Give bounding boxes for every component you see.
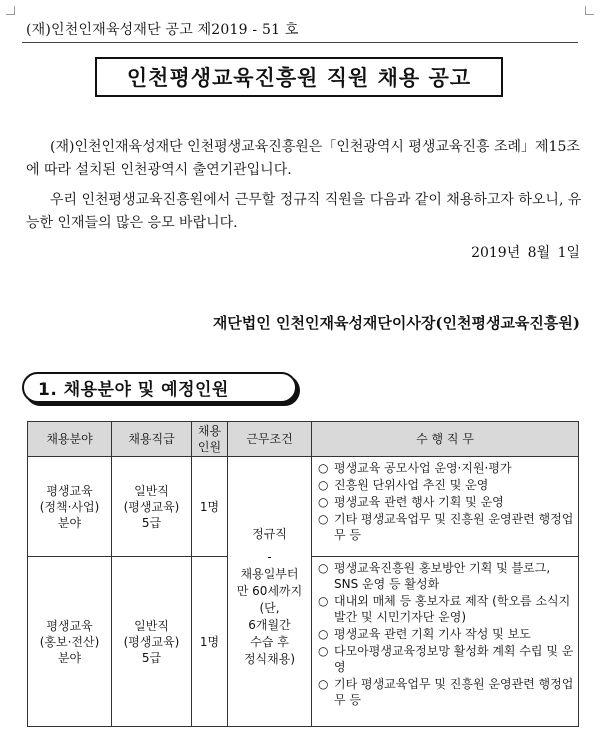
- header-count-line: 채용: [197, 424, 222, 438]
- issuer-name: 재단법인 인천인재육성재단이사장(인천평생교육진흥원): [212, 314, 580, 332]
- duty-item: ○ 평생교육 관련 기획 기사 작성 및 보도: [318, 627, 531, 641]
- conditions-cell: [228, 457, 312, 727]
- field-cell: [28, 457, 112, 557]
- circle-bullet-icon: ○: [318, 478, 329, 492]
- header-conditions: 근무조건: [228, 422, 312, 457]
- duty-item: ○ 평생교육 관련 행사 기획 및 운영: [318, 495, 504, 509]
- condition-line: (단,: [259, 600, 280, 615]
- notice-date: 2019년 8월 1일: [471, 245, 580, 261]
- header-field: 채용분야: [28, 422, 112, 457]
- header-divider: [22, 42, 578, 43]
- circle-bullet-icon: ○: [318, 627, 329, 641]
- section-heading-badge: [22, 372, 297, 403]
- duties-cell: [312, 557, 579, 727]
- header-grade: 채용직급: [112, 422, 192, 457]
- grade-line: 5급: [141, 650, 162, 665]
- intro-paragraph-2: 우리 인천평생교육진흥원에서 근무할 정규직 직원을 다음과 같이 채용하고자 하오니, 유능한 인재들의 많은 응모 바랍니다.: [26, 192, 582, 231]
- grade-line: 일반직: [134, 483, 169, 498]
- grade-cell: [112, 557, 192, 727]
- page-corner-mark: [6, 6, 15, 15]
- table-row: [28, 457, 579, 557]
- grade-cell: [112, 457, 192, 557]
- condition-line: 6개월간: [248, 617, 291, 632]
- header-count-line: 인원: [197, 440, 222, 454]
- circle-bullet-icon: ○: [318, 561, 329, 575]
- duties-cell: [312, 457, 579, 557]
- duty-item: ○ 기타 평생교육업무 및 진흥원 운영관련 행정업무 등: [318, 677, 574, 707]
- condition-line: 수습 후: [250, 634, 289, 649]
- duty-item: ○ 대내외 매체 등 홍보자료 제작 (학오름 소식지 발간 및 시민기자단 운영): [318, 594, 571, 624]
- duty-item: ○ 기타 평생교육업무 및 진흥원 운영관련 행정업무 등: [318, 512, 574, 542]
- condition-line: 정식채용): [243, 651, 296, 666]
- count-cell: 1명: [192, 557, 228, 727]
- circle-bullet-icon: ○: [318, 594, 329, 608]
- notice-number: (재)인천인재육성재단 공고 제2019 - 51 호: [26, 22, 299, 38]
- field-cell: [28, 557, 112, 727]
- page-corner-mark: [585, 6, 594, 15]
- grade-line: (평생교육): [123, 499, 180, 514]
- condition-line: -: [267, 549, 272, 564]
- grade-line: 일반직: [134, 618, 169, 633]
- circle-bullet-icon: ○: [318, 677, 329, 691]
- section-heading: 1. 채용분야 및 예정인원: [38, 380, 229, 400]
- header-count: [192, 422, 228, 457]
- duty-item: ○ 평생교육진흥원 홍보방안 기획 및 블로그, SNS 운영 등 활성화: [318, 561, 551, 591]
- header-duties: 수 행 직 무: [312, 422, 579, 457]
- recruitment-table: [27, 421, 579, 727]
- duty-item: ○ 평생교육 공모사업 운영·지원·평가: [318, 461, 512, 475]
- circle-bullet-icon: ○: [318, 644, 329, 658]
- field-line: (정책·사업): [39, 499, 100, 514]
- duty-item: ○ 다모아평생교육정보망 활성화 계획 수립 및 운영: [318, 644, 574, 674]
- grade-line: (평생교육): [123, 634, 180, 649]
- condition-line: 만 60세까지: [236, 583, 303, 598]
- intro-paragraph-1: (재)인천인재육성재단 인천평생교육진흥원은「인천광역시 평생교육진흥 조례」제15조에 따라 설치된 인천광역시 출연기관입니다.: [26, 139, 580, 178]
- document-title: 인천평생교육진흥원 직원 채용 공고: [126, 66, 472, 90]
- circle-bullet-icon: ○: [318, 512, 329, 526]
- table-header-row: [28, 422, 579, 457]
- grade-line: 5급: [141, 515, 162, 530]
- count-cell: 1명: [192, 457, 228, 557]
- condition-line: 채용일부터: [240, 566, 299, 581]
- field-line: 분야: [57, 515, 82, 530]
- circle-bullet-icon: ○: [318, 495, 329, 509]
- field-line: 평생교육: [46, 618, 93, 633]
- document-title-box: [95, 57, 503, 97]
- condition-line: 정규직: [252, 526, 287, 541]
- field-line: (홍보·전산): [39, 634, 100, 649]
- duty-item: ○ 진흥원 단위사업 추진 및 운영: [318, 478, 489, 492]
- circle-bullet-icon: ○: [318, 461, 329, 475]
- field-line: 평생교육: [46, 483, 93, 498]
- field-line: 분야: [57, 650, 82, 665]
